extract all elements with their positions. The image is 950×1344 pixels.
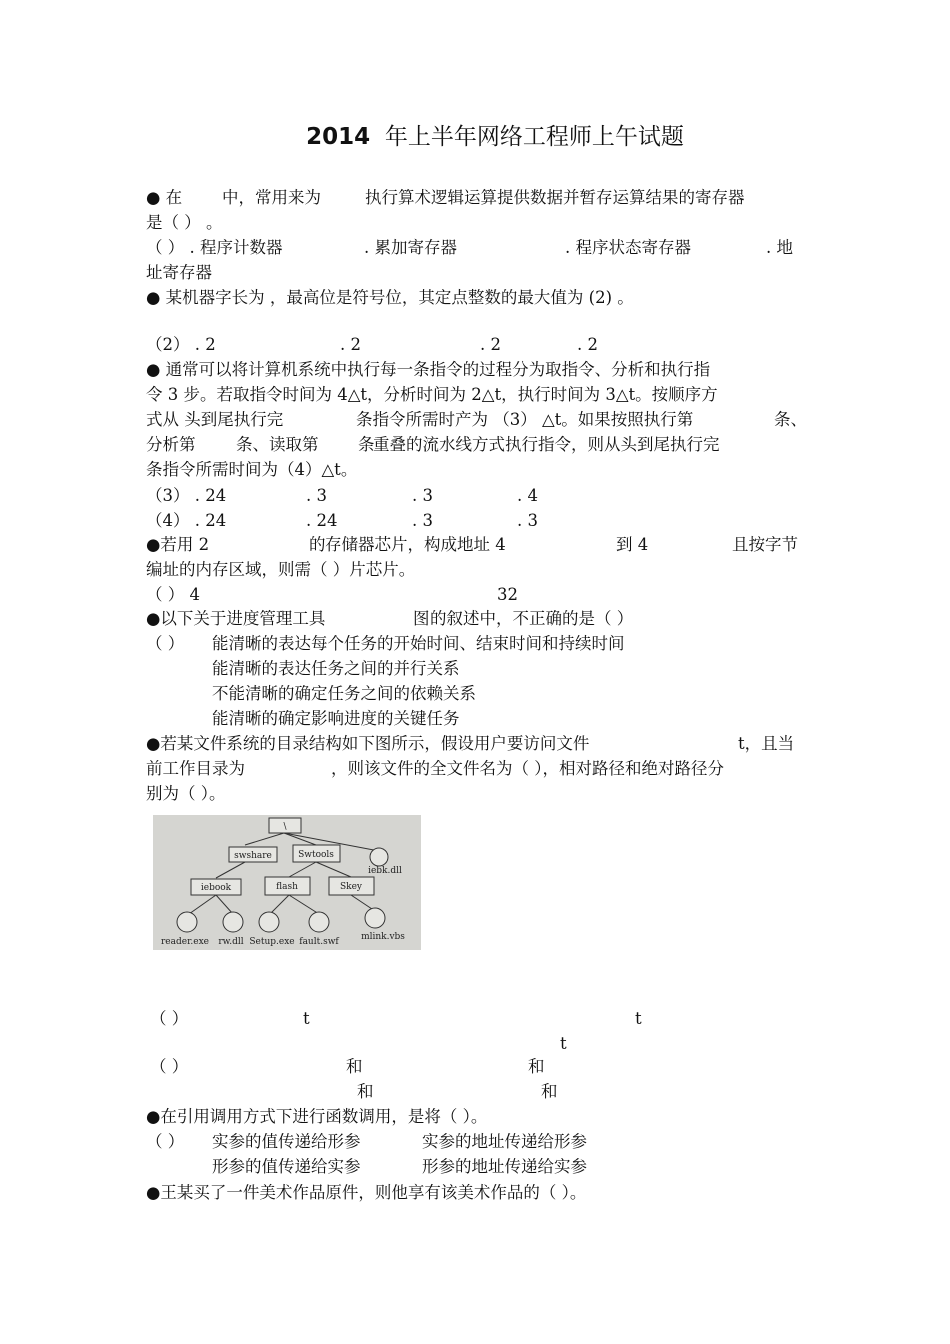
tree-reader-node	[177, 912, 197, 932]
q3-line4c: 条	[358, 435, 375, 454]
q6-answer2-h3: 和	[357, 1082, 374, 1101]
tree-iebk-node	[370, 848, 388, 866]
tree-mlink-node	[365, 908, 385, 928]
tree-rw-label: rw.dll	[218, 937, 244, 947]
q5-option-a: 能清晰的表达每个任务的开始时间、结束时间和持续时间	[212, 634, 625, 653]
q3-opt4-d: . 3	[517, 511, 538, 530]
q5-stem-b: 图	[413, 609, 430, 628]
q3-line4b: 条、读取第	[236, 435, 319, 454]
q2-option-c: . 2	[480, 335, 501, 354]
q3-opt4-b: . 24	[306, 511, 338, 530]
q3-opt3-c: . 3	[412, 486, 433, 505]
q4-option-a: （ ） 4	[146, 585, 200, 604]
title-text: 年上半年网络工程师上午试题	[384, 124, 684, 150]
q7-option-a: 实参的值传递给形参	[212, 1132, 361, 1151]
q6-line3: 别为（ ）。	[146, 784, 226, 803]
q7-option-mark: （ ）	[146, 1132, 185, 1151]
q2-option-a: （2） . 2	[146, 335, 216, 354]
q5-stem-a: ●以下关于进度管理工具	[146, 609, 326, 628]
q6-answer2-mark: （ ）	[150, 1057, 189, 1076]
q4-line1e: 且按字节	[732, 535, 798, 554]
q5-option-mark: （ ）	[146, 634, 185, 653]
q1-line1a: ● 在	[146, 188, 183, 207]
q7-option-c: 形参的值传递给实参	[212, 1157, 361, 1176]
q1-line1b: 中，常用来为	[222, 188, 321, 207]
tree-swshare-label: swshare	[234, 851, 272, 861]
q3-opt3-d: . 4	[517, 486, 538, 505]
q4-line1b: 的	[309, 535, 326, 554]
q6-line2b: ，则该文件的全文件名为（ ），相对路径和绝对路径分	[331, 759, 724, 778]
q6-answer1-t1: t	[303, 1009, 310, 1028]
tree-skey-label: Skey	[339, 882, 363, 892]
q3-line1: ● 通常可以将计算机系统中执行每一条指令的过程分为取指令、分析和执行指	[146, 360, 711, 379]
tree-flash-label: flash	[276, 882, 298, 892]
title-year: 2014	[306, 124, 371, 150]
tree-root-label: \	[283, 822, 287, 832]
tree-mlink-label: mlink.vbs	[361, 932, 405, 942]
q7-option-d: 形参的地址传递给实参	[422, 1157, 587, 1176]
q3-line2: 令 3 步。若取指令时间为 4△t，分析时间为 2△t，执行时间为 3△t。按顺序方	[146, 385, 718, 404]
q4-line2: 编址的内存区域，则需（ ）片芯片。	[146, 560, 416, 579]
q5-stem-c: 的叙述中，不正确的是（ ）	[430, 609, 634, 628]
q5-option-b: 能清晰的表达任务之间的并行关系	[212, 659, 460, 678]
q1-option-c: . 程序状态寄存器	[565, 238, 691, 257]
page-title	[0, 118, 950, 151]
tree-rw-node	[223, 912, 243, 932]
q6-line1b: t，且当	[738, 734, 795, 753]
q3-opt3-b: . 3	[306, 486, 327, 505]
q1-line2: 是（ ） 。	[146, 213, 223, 232]
q6-answer2-h4: 和	[541, 1082, 558, 1101]
q3-line5: 条指令所需时间为（4）△t。	[146, 460, 358, 479]
q3-line3b: 条指令所需时产为 （3） △t。如果按照执行第	[356, 410, 694, 429]
tree-iebook-label: iebook	[200, 883, 232, 893]
q3-line4a: 分析第	[146, 435, 196, 454]
tree-fault-label: fault.swf	[299, 937, 339, 947]
tree-fault-node	[309, 912, 329, 932]
tree-reader-label: reader.exe	[161, 937, 209, 947]
q6-line2a: 前工作目录为	[146, 759, 245, 778]
tree-swtools-label: Swtools	[298, 850, 334, 860]
q4-option-b: 32	[497, 585, 518, 604]
q4-line1c: 存储器芯片，构成地址 4	[325, 535, 506, 554]
q1-option-d: . 地	[766, 238, 793, 257]
q2-option-b: . 2	[340, 335, 361, 354]
tree-setup-node	[259, 912, 279, 932]
q1-option-a: （ ） . 程序计数器	[146, 238, 283, 257]
q4-line1a: ●若用 2	[146, 535, 210, 554]
directory-tree-figure	[153, 815, 421, 950]
q2-stem: ● 某机器字长为 ，最高位是符号位，其定点整数的最大值为 (2) 。	[146, 288, 634, 307]
q6-answer1-t3: t	[560, 1034, 567, 1053]
q1-option-b: . 累加寄存器	[364, 238, 457, 257]
q6-answer2-h1: 和	[346, 1057, 363, 1076]
q8-stem: ●王某买了一件美术作品原件，则他享有该美术作品的（ ）。	[146, 1183, 587, 1202]
q1-line1c: 执行算术逻辑运算提供数据并暂存运算结果的寄存器	[365, 188, 745, 207]
q1-option-d-cont: 址寄存器	[146, 263, 212, 282]
q6-answer1-t2: t	[635, 1009, 642, 1028]
q7-option-b: 实参的地址传递给形参	[422, 1132, 587, 1151]
q3-line4d: 重叠的流水线方式执行指令，则从头到尾执行完	[373, 435, 720, 454]
q2-option-d: . 2	[577, 335, 598, 354]
q3-line3a: 式从 头到尾执行完	[146, 410, 284, 429]
q3-opt4-a: （4） . 24	[146, 511, 227, 530]
tree-iebk-label: iebk.dll	[368, 866, 402, 876]
q4-line1d: 到 4	[616, 535, 649, 554]
tree-setup-label: Setup.exe	[249, 937, 295, 947]
q3-opt4-c: . 3	[412, 511, 433, 530]
q7-stem: ●在引用调用方式下进行函数调用，是将（ ）。	[146, 1107, 488, 1126]
q5-option-c: 不能清晰的确定任务之间的依赖关系	[212, 684, 476, 703]
directory-tree-svg	[153, 815, 421, 950]
q3-line3c: 条、	[774, 410, 807, 429]
q5-option-d: 能清晰的确定影响进度的关键任务	[212, 709, 460, 728]
q3-opt3-a: （3） . 24	[146, 486, 227, 505]
q6-line1a: ●若某文件系统的目录结构如下图所示，假设用户要访问文件	[146, 734, 590, 753]
q6-answer1-mark: （ ）	[150, 1009, 189, 1028]
q6-answer2-h2: 和	[528, 1057, 545, 1076]
